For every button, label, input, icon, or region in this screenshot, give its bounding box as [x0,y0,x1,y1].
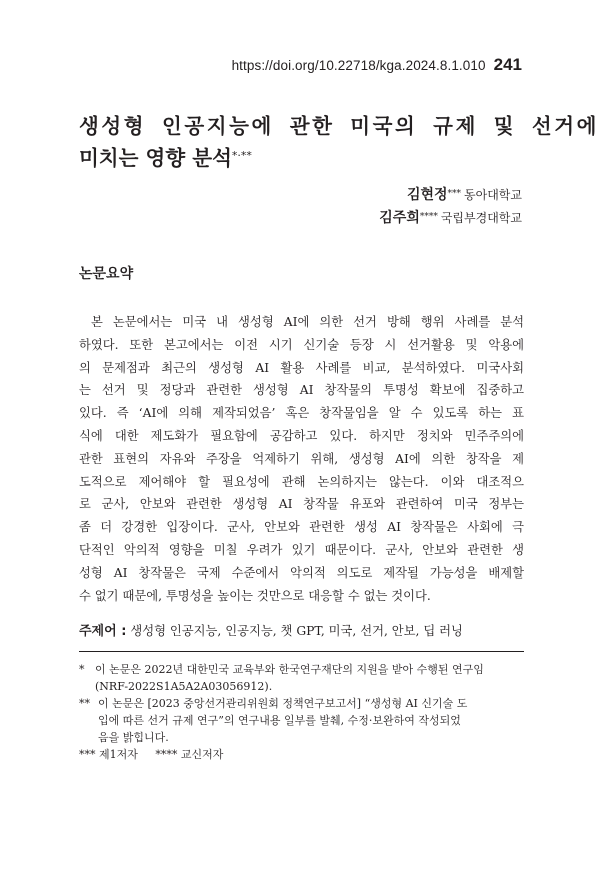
footnote-line: 음을 밝힙니다. [98,731,169,744]
footnote-1 [79,661,527,695]
footnote-mark: * [79,663,85,676]
paper-title [79,111,600,173]
abstract-line: 관한 표현의 자유와 주장을 억제하기 위해, 생성형 AI에 의한 창작을 제 [79,451,524,466]
doi-link[interactable]: https://doi.org/10.22718/kga.2024.8.1.010 [231,58,486,73]
corresponding-author-label: 교신저자 [180,748,224,761]
footnote-2 [79,695,527,746]
abstract-line: 하였다. 또한 본고에서는 이전 시기 신기술 등장 시 선거활용 및 악용에 [79,337,524,352]
author-block [379,183,522,229]
running-header [232,55,522,75]
footnote-divider [79,651,524,652]
title-line-1: 생성형 인공지능에 관한 미국의 규제 및 선거에 [79,114,600,138]
abstract-line: 는 선거 및 정당과 관련한 생성형 AI 창작물의 투명성 확보에 집중하고 [79,383,524,398]
first-author-label: 제1저자 [99,748,138,761]
author-name: 김주희 [379,210,420,226]
abstract-line: 단적인 악의적 영향을 미칠 우려가 있기 때문이다. 군사, 안보와 관련한 생 [79,542,524,557]
author-name: 김현정 [406,187,448,203]
author-affiliation: 동아대학교 [464,188,522,202]
footnote-line: 입에 따른 선거 규제 연구”의 연구내용 일부를 발췌, 수정·보완하여 작성되었 [98,714,461,727]
abstract-line: 로 군사, 안보와 관련한 생성형 AI 창작물 유포와 관련하여 미국 정부는 [79,497,524,512]
footnote-line: 이 논문은 [2023 중앙선거관리위원회 정책연구보고서] “생성형 AI 신기술 도 [98,697,468,710]
footnote-line: (NRF-2022S1A5A2A03056912). [95,680,273,693]
author-1 [379,183,522,206]
abstract-line: 본 논문에서는 미국 내 생성형 AI에 의한 선거 방해 행위 사례를 분석 [91,315,524,329]
corresponding-author-mark: **** [155,748,178,761]
footnotes [79,661,527,763]
abstract-body [79,311,524,607]
author-affiliation: 국립부경대학교 [440,211,522,225]
footnote-line: 이 논문은 2022년 대한민국 교육부와 한국연구재단의 지원을 받아 수행된 연구임 [95,663,484,676]
keywords-text: 생성형 인공지능, 인공지능, 챗 GPT, 미국, 선거, 안보, 딥 러닝 [130,624,463,638]
abstract-line: 식에 대한 제도화가 필요함에 공감하고 있다. 하지만 정치와 민주주의에 [79,428,524,443]
title-footnote-marks: *·** [231,149,252,162]
page-number: 241 [493,55,522,74]
author-2 [379,206,522,229]
author-roles [79,746,527,763]
abstract-line: 도적으로 제어해야 할 필요성에 관해 논의하지는 않는다. 이와 대조적으 [79,474,524,489]
abstract-line: 성형 AI 창작물은 국제 수준에서 악의적 의도로 제작될 가능성을 배제할 [79,565,524,580]
abstract-line: 의 문제점과 최근의 생성형 AI 활용 사례를 비교, 분석하였다. 미국사회 [79,360,524,375]
footnote-mark: ** [79,697,90,710]
abstract-line: 수 없기 때문에, 투명성을 높이는 것만으로 대응할 수 없는 것이다. [79,588,431,603]
title-line-2: 미치는 영향 분석 [79,146,232,170]
first-author-mark: *** [79,748,96,761]
author-mark: *** [447,189,462,199]
author-mark: **** [419,212,438,222]
keywords [79,620,524,639]
keywords-label: 주제어 : [79,624,127,639]
abstract-heading: 논문요약 [79,266,134,282]
abstract-line: 좀 더 강경한 입장이다. 군사, 안보와 관련한 생성 AI 창작물은 사회에 극 [79,520,524,535]
abstract-line: 있다. 즉 ‘AI에 의해 제작되었음’ 혹은 창작물임을 알 수 있도록 하는 표 [79,406,524,421]
